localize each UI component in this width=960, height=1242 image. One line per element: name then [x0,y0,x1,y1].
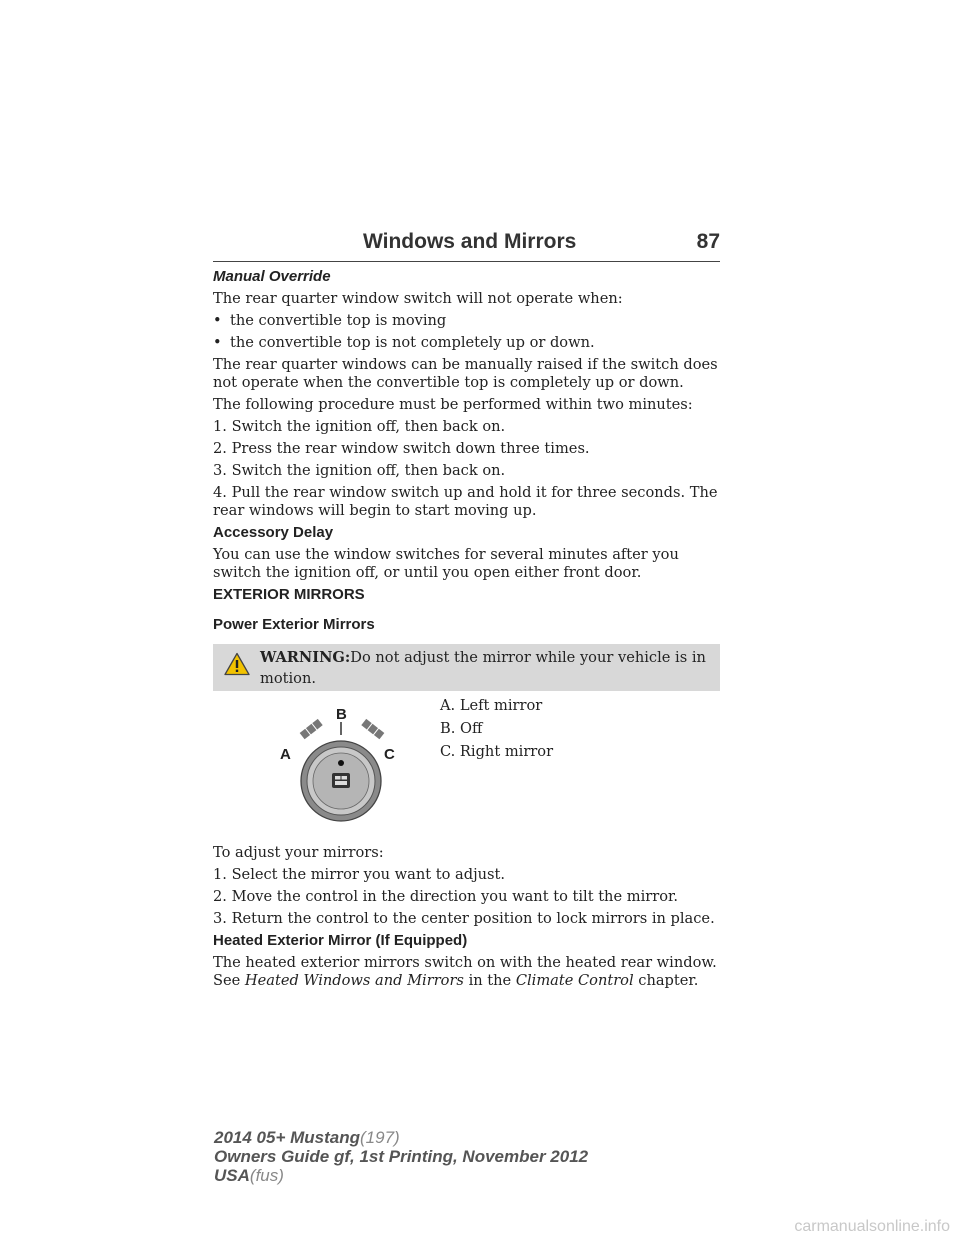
heading-heated-mirror: Heated Exterior Mirror (If Equipped) [213,932,468,949]
page-footer [214,1128,588,1185]
bullet-item: • the convertible top is not completely up or down. [213,334,595,351]
label-c: C [384,746,395,763]
procedure-step: 4. Pull the rear window switch up and hold it for three seconds. The rear windows will begin to start moving up. [213,484,718,519]
legend-item: C. Right mirror [440,743,554,760]
paragraph-intro: The rear quarter window switch will not operate when: [213,290,623,307]
footer-model: 2014 05+ Mustang [214,1128,360,1147]
procedure-step: 2. Move the control in the direction you want to tilt the mirror. [213,888,678,905]
warning-label: WARNING: [260,649,351,666]
paragraph-note: The following procedure must be performed within two minutes: [213,396,693,413]
paragraph-adjust-intro: To adjust your mirrors: [213,844,384,861]
heading-manual-override: Manual Override [213,268,331,285]
cross-reference-link: Heated Windows and Mirrors [244,972,464,989]
procedure-step: 3. Return the control to the center position to lock mirrors in place. [213,910,715,927]
warning-text [260,647,710,689]
diagram-legend [440,697,553,766]
footer-market-code: (fus) [249,1166,284,1185]
heading-accessory-delay: Accessory Delay [213,524,334,541]
procedure-step: 1. Switch the ignition off, then back on. [213,418,506,435]
mirror-control-figure [213,697,720,838]
warning-triangle-icon [224,652,250,676]
site-watermark: carmanualsonline.info [794,1218,950,1235]
warning-message: Do not adjust the mirror while your vehicle is in motion. [260,649,706,687]
label-a: A [280,746,291,763]
footer-edition: Owners Guide gf, 1st Printing, November 2012 [214,1147,589,1166]
legend-item: B. Off [440,720,483,737]
bullet-item: • the convertible top is moving [213,312,447,329]
warning-box [213,644,720,691]
footer-code: (197) [360,1128,400,1147]
label-b: B [336,706,347,723]
heading-exterior-mirrors: EXTERIOR MIRRORS [213,586,365,603]
paragraph-note: The rear quarter windows can be manually raised if the switch does not operate when the convertible top is completely up or down. [213,356,718,391]
procedure-step: 1. Select the mirror you want to adjust. [213,866,505,883]
paragraph-accessory-delay: You can use the window switches for several minutes after you switch the ignition off, or until you open either front door. [213,546,679,581]
page-header [213,230,720,262]
cross-reference-link: Climate Control [515,972,634,989]
legend-item: A. Left mirror [440,697,543,714]
chapter-title: Windows and Mirrors [363,230,577,253]
mirror-control-knob-icon [268,701,408,837]
footer-market: USA [214,1166,250,1185]
procedure-step: 2. Press the rear window switch down three times. [213,440,590,457]
page-number: 87 [696,230,720,253]
paragraph-heated-mirror: The heated exterior mirrors switch on with the heated rear window. See Heated Windows and Mirrors in the Climate Control chapter. [213,954,717,989]
page-content [213,268,720,994]
procedure-step: 3. Switch the ignition off, then back on. [213,462,506,479]
heading-power-exterior-mirrors: Power Exterior Mirrors [213,616,375,633]
